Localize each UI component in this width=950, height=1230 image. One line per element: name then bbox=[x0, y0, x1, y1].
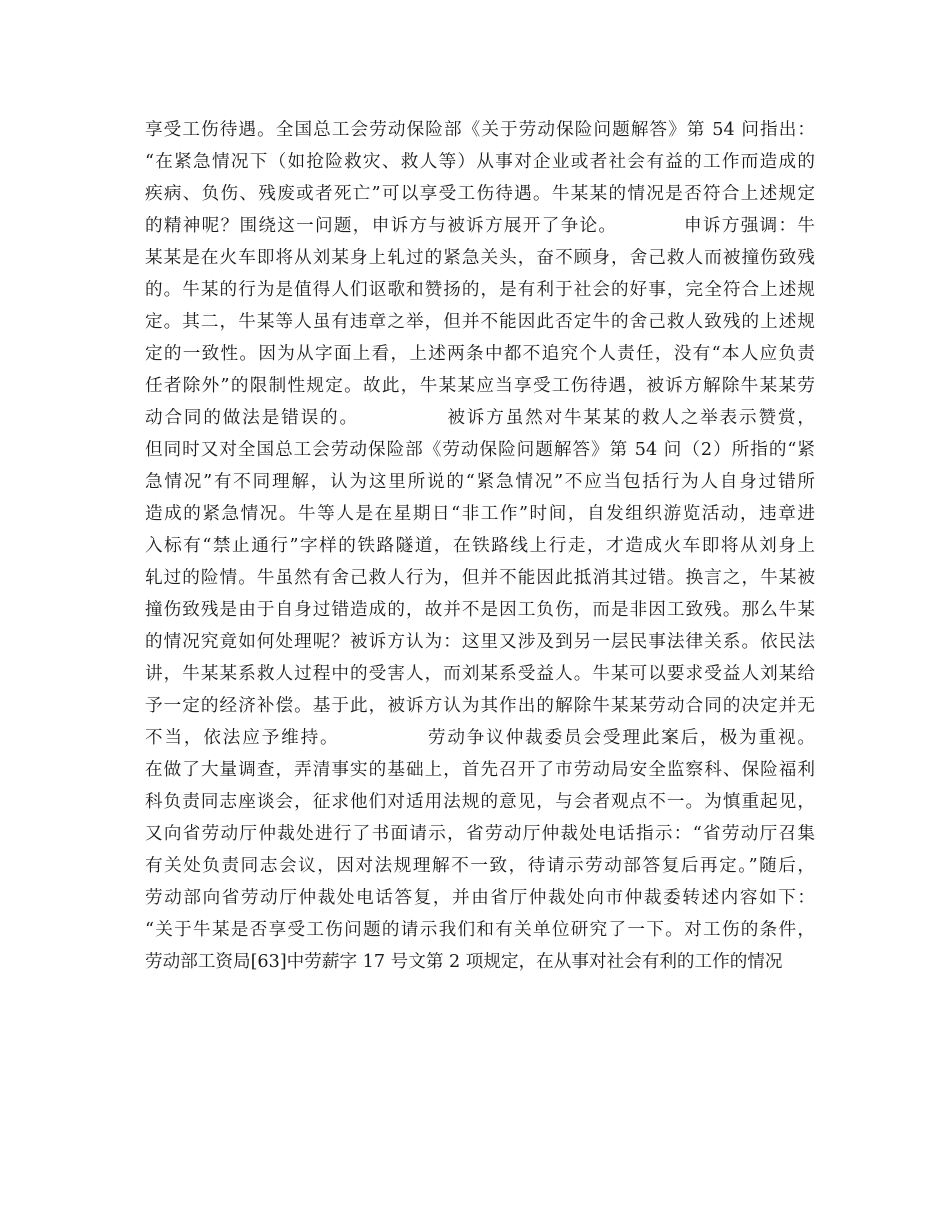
text-line: 予一定的经济补偿。基于此，被诉方认为其作出的解除牛某某劳动合同的决定并无 bbox=[145, 696, 815, 716]
text-line: 又向省劳动厅仲裁处进行了书面请示，省劳动厅仲裁处电话指示：“省劳动厅召集 bbox=[145, 824, 815, 844]
text-line: 劳动部向省劳动厅仲裁处电话答复，并由省厅仲裁处向市仲裁委转述内容如下： bbox=[145, 888, 815, 908]
text-line: 不当，依法应予维持。 劳动争议仲裁委员会受理此案后，极为重视。 bbox=[145, 728, 815, 748]
text-line: 某某是在火车即将从刘某身上轧过的紧急关头，奋不顾身，舍己救人而被撞伤致残 bbox=[145, 248, 815, 268]
text-line: 在做了大量调查，弄清事实的基础上，首先召开了市劳动局安全监察科、保险福利 bbox=[145, 760, 815, 780]
text-line: 急情况”有不同理解，认为这里所说的“紧急情况”不应当包括行为人自身过错所 bbox=[145, 472, 815, 492]
text-line: 科负责同志座谈会，征求他们对适用法规的意见，与会者观点不一。为慎重起见， bbox=[145, 792, 815, 812]
text-line: 疾病、负伤、残废或者死亡”可以享受工伤待遇。牛某某的情况是否符合上述规定 bbox=[145, 184, 815, 204]
text-line: 入标有“禁止通行”字样的铁路隧道，在铁路线上行走，才造成火车即将从刘身上 bbox=[145, 536, 815, 556]
text-line: 但同时又对全国总工会劳动保险部《劳动保险问题解答》第 54 问（2）所指的“紧 bbox=[145, 440, 815, 460]
text-line: 任者除外”的限制性规定。故此，牛某某应当享受工伤待遇，被诉方解除牛某某劳 bbox=[145, 376, 815, 396]
text-line: 有关处负责同志会议，因对法规理解不一致，待请示劳动部答复后再定。”随后， bbox=[145, 856, 815, 876]
text-line: 轧过的险情。牛虽然有舍己救人行为，但并不能因此抵消其过错。换言之，牛某被 bbox=[145, 568, 815, 588]
text-line: 讲，牛某某系救人过程中的受害人，而刘某系受益人。牛某可以要求受益人刘某给 bbox=[145, 664, 815, 684]
text-line: 的情况究竟如何处理呢？被诉方认为：这里又涉及到另一层民事法律关系。依民法 bbox=[145, 632, 815, 652]
text-line: 的精神呢？围绕这一问题，申诉方与被诉方展开了争论。 申诉方强调：牛 bbox=[145, 216, 815, 236]
body-text bbox=[145, 114, 815, 978]
text-line: 撞伤致残是由于自身过错造成的，故并不是因工负伤，而是非因工致残。那么牛某 bbox=[145, 600, 815, 620]
text-line: 劳动部工资局[63]中劳薪字 17 号文第 2 项规定，在从事对社会有利的工作的情况 bbox=[145, 952, 783, 972]
text-line: 定。其二，牛某等人虽有违章之举，但并不能因此否定牛的舍己救人致残的上述规 bbox=[145, 312, 815, 332]
text-line: “关于牛某是否享受工伤问题的请示我们和有关单位研究了一下。对工伤的条件， bbox=[145, 920, 815, 940]
text-line: 造成的紧急情况。牛等人是在星期日“非工作”时间，自发组织游览活动，违章进 bbox=[145, 504, 815, 524]
text-line: 的。牛某的行为是值得人们讴歌和赞扬的，是有利于社会的好事，完全符合上述规 bbox=[145, 280, 815, 300]
text-line: 定的一致性。因为从字面上看，上述两条中都不追究个人责任，没有“本人应负责 bbox=[145, 344, 815, 364]
text-line: “在紧急情况下（如抢险救灾、救人等）从事对企业或者社会有益的工作而造成的 bbox=[145, 152, 815, 172]
text-line: 享受工伤待遇。全国总工会劳动保险部《关于劳动保险问题解答》第 54 问指出： bbox=[145, 120, 815, 140]
text-line: 动合同的做法是错误的。 被诉方虽然对牛某某的救人之举表示赞赏， bbox=[145, 408, 815, 428]
